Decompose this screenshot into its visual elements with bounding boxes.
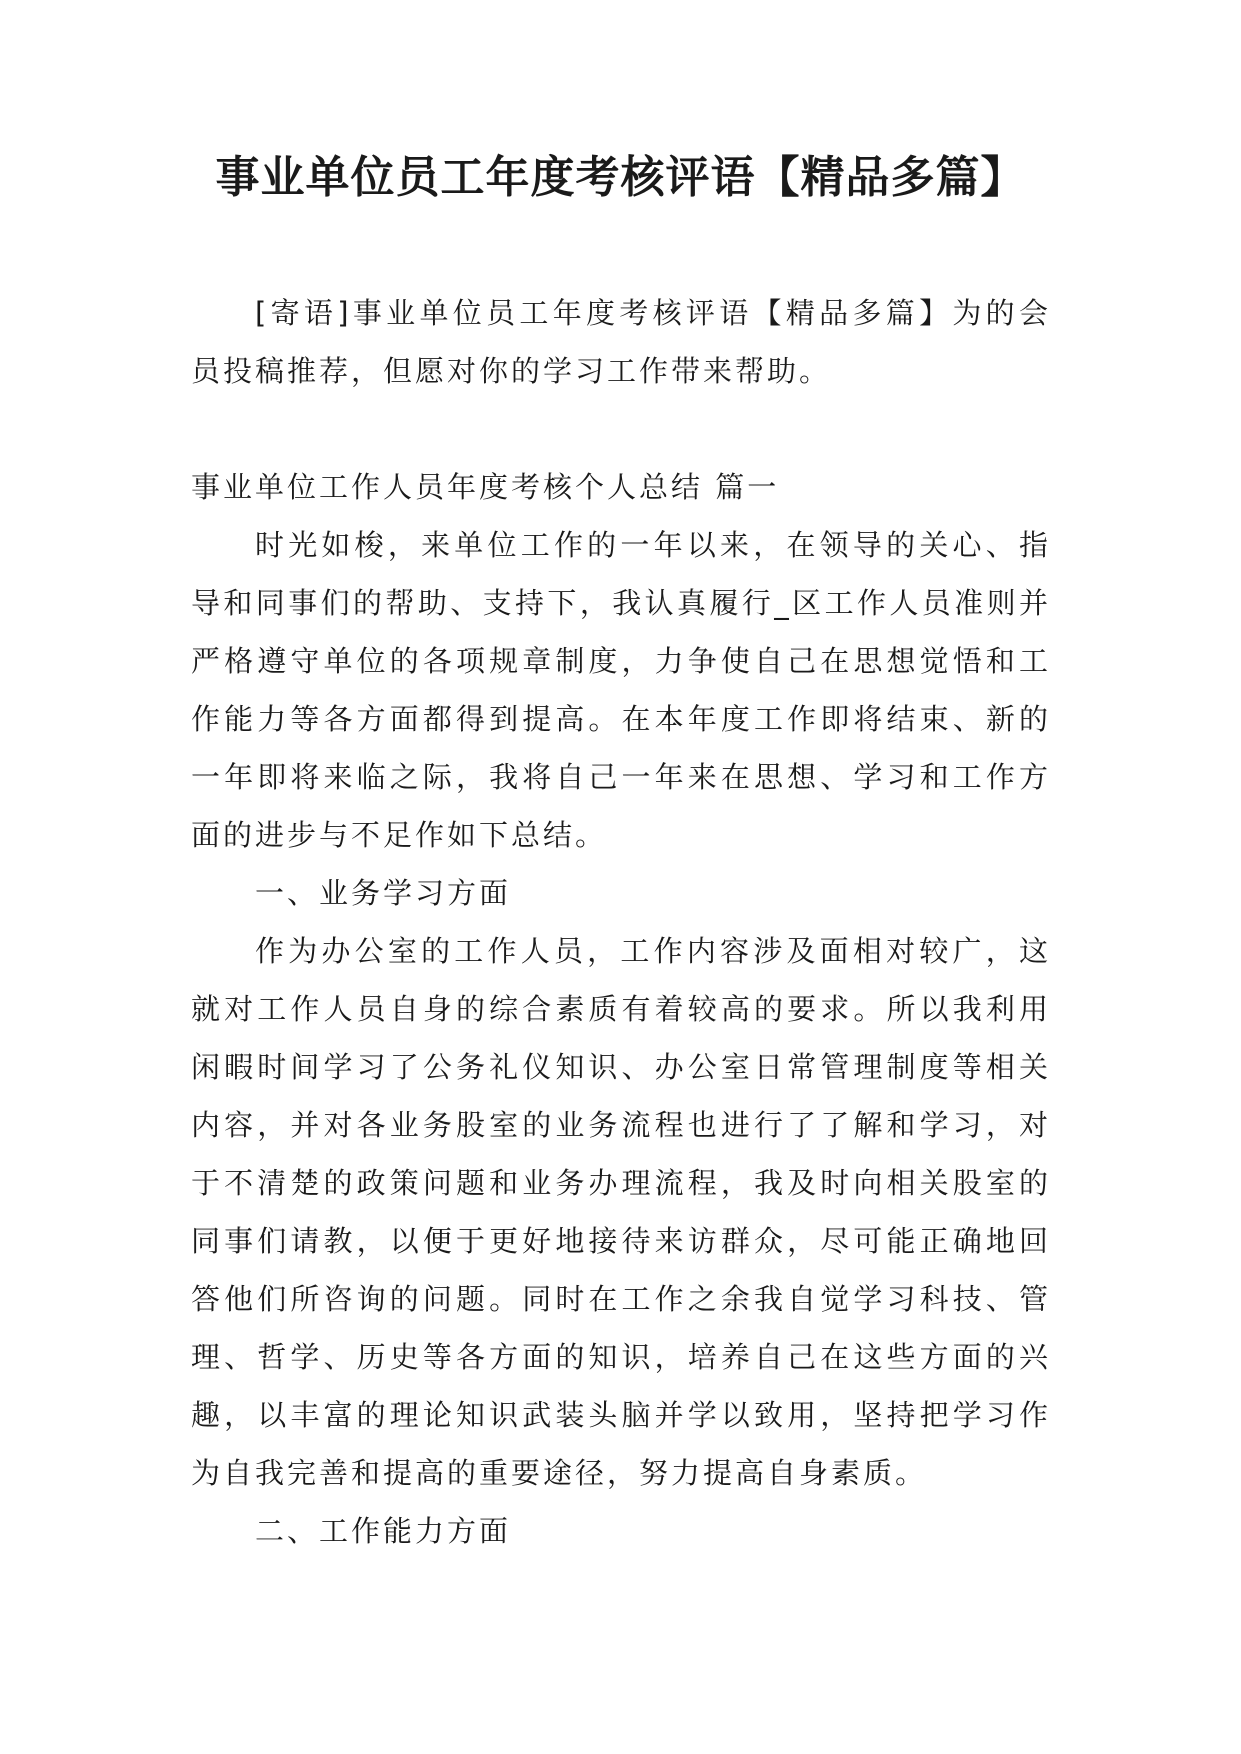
intro-paragraph: [寄语]事业单位员工年度考核评语【精品多篇】为的会员投稿推荐，但愿对你的学习工作带来帮助。 (191, 296, 1051, 388)
section-heading: 事业单位工作人员年度考核个人总结 篇一 (191, 470, 780, 504)
document-body (191, 284, 1051, 1560)
subheading-work-ability: 二、工作能力方面 (255, 1514, 512, 1548)
body-paragraph-2: 作为办公室的工作人员，工作内容涉及面相对较广，这就对工作人员自身的综合素质有着较高的要求。所以我利用闲暇时间学习了公务礼仪知识、办公室日常管理制度等相关内容，并对各业务股室的业务流程也进行了了解和学习，对于不清楚的政策问题和业务办理流程，我及时向相关股室的同事们请教，以便于更好地接待来访群众，尽可能正确地回答他们所咨询的问题。同时在工作之余我自觉学习科技、管理、哲学、历史等各方面的知识，培养自己在这些方面的兴趣，以丰富的理论知识武装头脑并学以致用，坚持把学习作为自我完善和提高的重要途径，努力提高自身素质。 (191, 934, 1051, 1490)
body-paragraph-1: 时光如梭，来单位工作的一年以来，在领导的关心、指导和同事们的帮助、支持下，我认真履行_区工作人员准则并严格遵守单位的各项规章制度，力争使自己在思想觉悟和工作能力等各方面都得到提高。在本年度工作即将结束、新的一年即将来临之际，我将自己一年来在思想、学习和工作方面的进步与不足作如下总结。 (191, 528, 1051, 852)
subheading-business-study: 一、业务学习方面 (255, 876, 512, 910)
document-title: 事业单位员工年度考核评语【精品多篇】 (215, 152, 1026, 203)
